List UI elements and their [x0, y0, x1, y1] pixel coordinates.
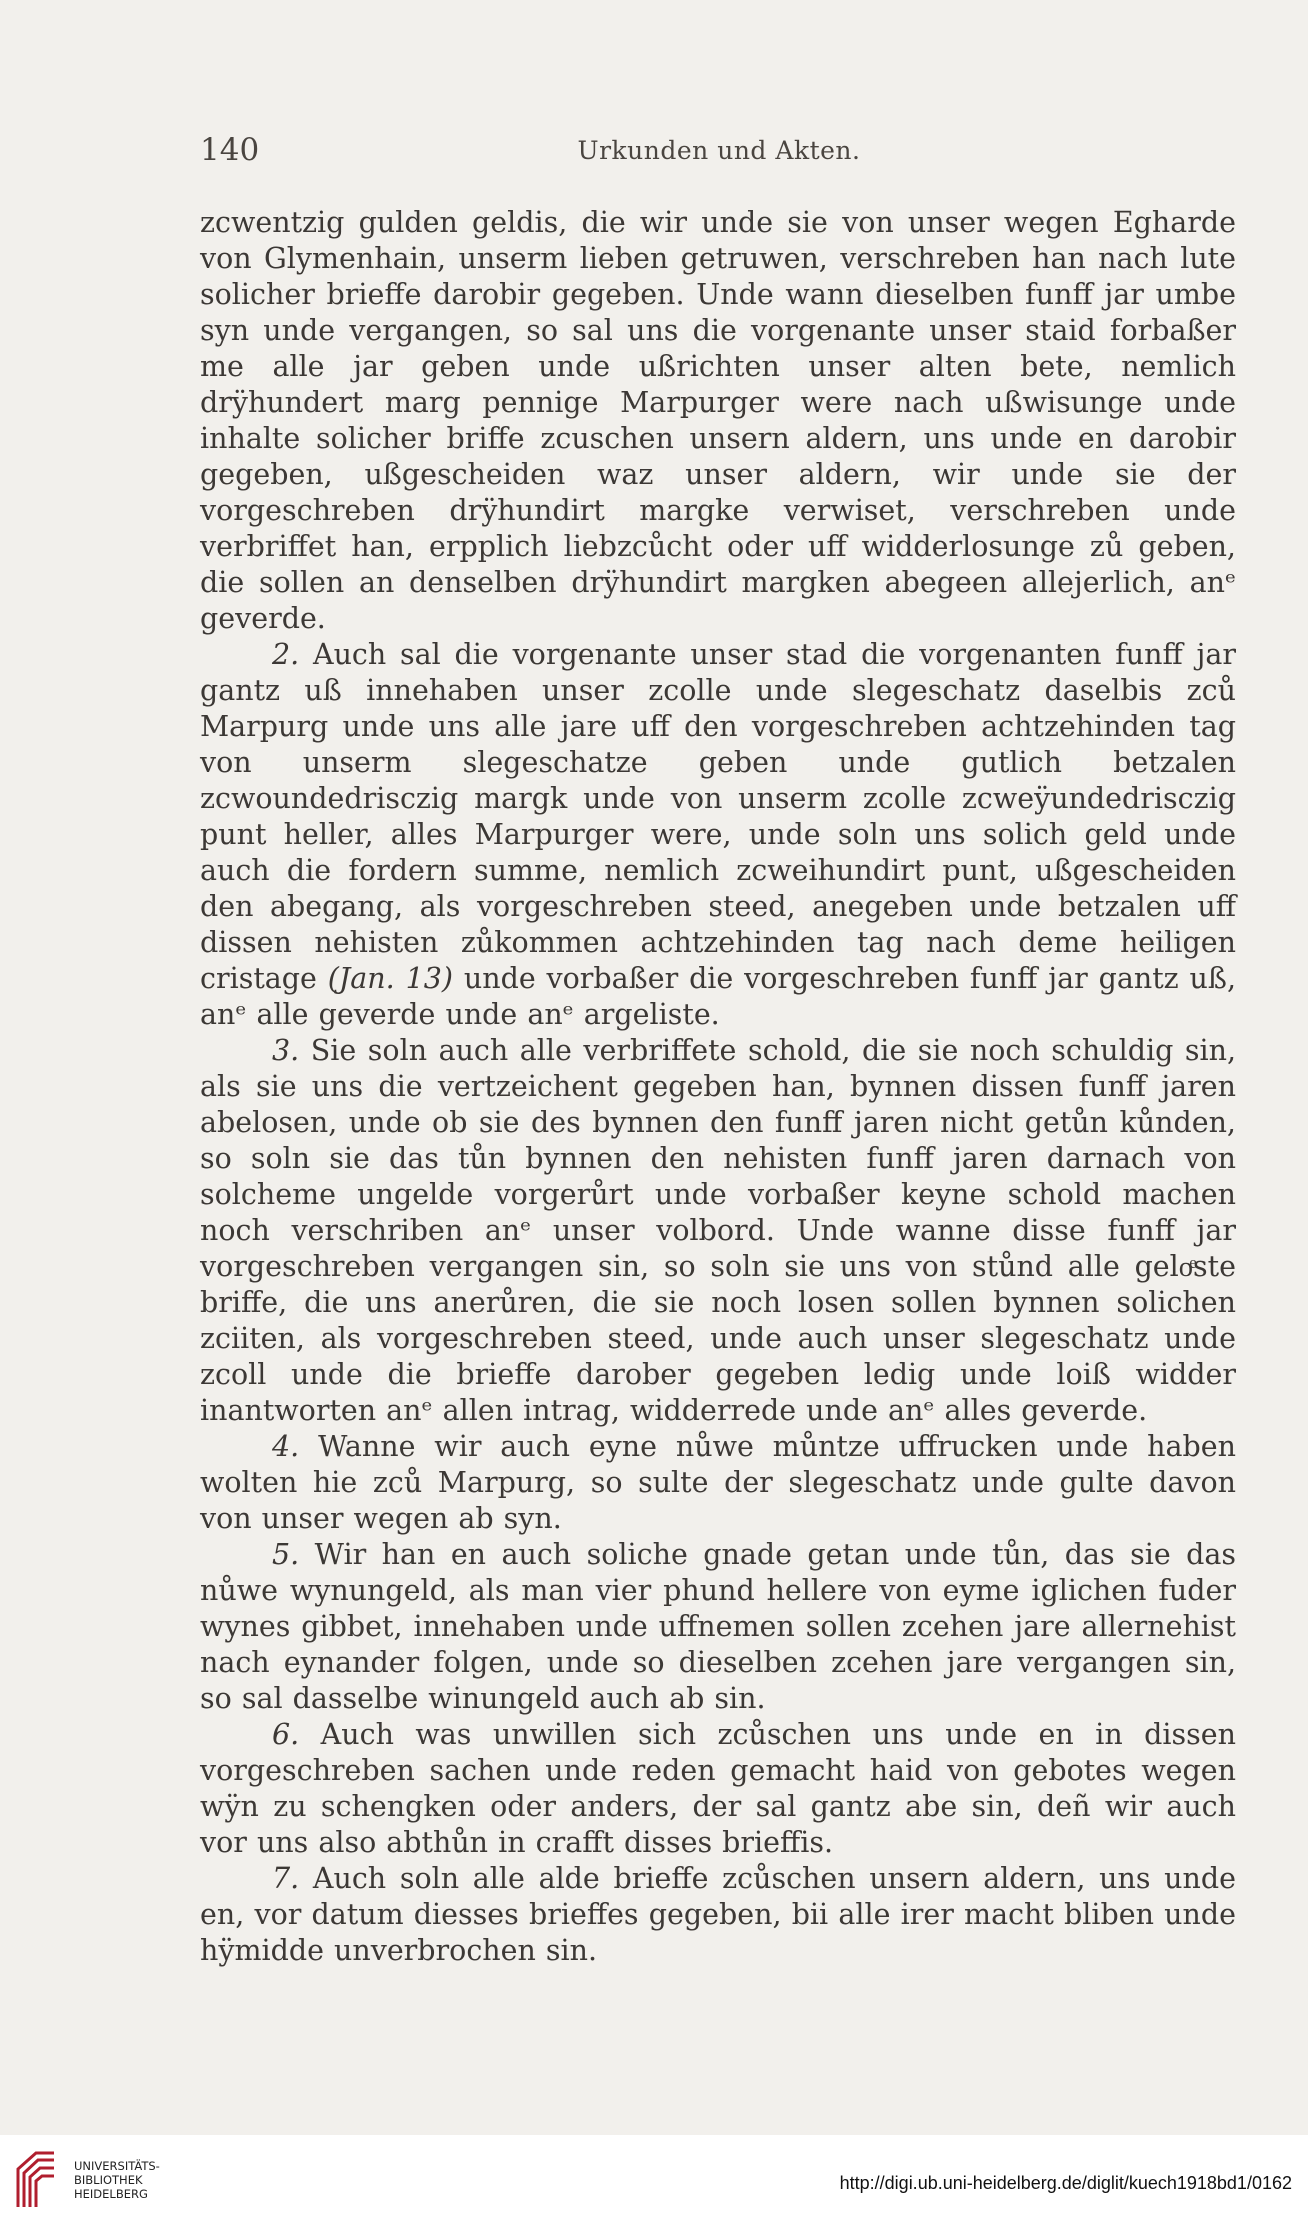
paragraph-1 — [200, 205, 1236, 637]
paragraph-number: 5. — [272, 1538, 300, 1571]
paragraph-number: 3. — [272, 1034, 300, 1067]
library-name-line: BIBLIOTHEK — [74, 2173, 143, 2187]
paragraph-4 — [200, 1429, 1236, 1537]
running-title: Urkunden und Akten. — [577, 136, 861, 165]
paragraph-3 — [200, 1033, 1236, 1429]
paragraph-6 — [200, 1717, 1236, 1861]
paragraph-number: 4. — [272, 1430, 300, 1463]
permalink-url[interactable]: http://digi.ub.uni-heidelberg.de/diglit/kuech1918bd1/0162 — [839, 2173, 1292, 2193]
paragraph-text: Auch was unwillen sich zcůschen uns unde en in dissen vorgeschreben sachen unde reden gemacht haid von gebotes wegen wÿn zu schengken oder anders, der sal gantz abe sin, deñ wir auch vor uns also abthůn in crafft disses brieffis. — [200, 1718, 1236, 1859]
viewer-footer — [0, 2135, 1308, 2225]
paragraph-2 — [200, 637, 1236, 1033]
paragraph-text: Sie soln auch alle verbriffete schold, die sie noch schuldig sin, als sie uns die vertzeichent gegeben han, bynnen dissen funff jaren abelosen, unde ob sie des bynnen den funff jaren nicht getůn kůnden, so soln sie das tůn bynnen den nehisten funff jaren darnach von solcheme ungelde vorgerůrt unde vorbaßer keyne schold machen noch verschriben anᵉ unser volbord. Unde wanne disse funff jar vorgeschreben vergangen sin, so soln sie uns von stůnd alle geloͤste briffe, die uns anerůren, die sie noch losen sollen bynnen solichen zciiten, als vorgeschreben steed, unde auch unser slegeschatz unde zcoll unde die brieffe darober gegeben ledig unde loiß widder inantworten anᵉ allen intrag, widderrede unde anᵉ alles geverde. — [200, 1034, 1237, 1427]
paragraph-number: 7. — [272, 1862, 300, 1895]
paragraph-number: 6. — [272, 1718, 300, 1751]
library-logo-icon — [14, 2147, 58, 2211]
library-name — [74, 2159, 160, 2201]
page-header — [200, 132, 1238, 172]
paragraph-text-tail: unde vorbaßer die vorgeschreben funff jar gantz uß, anᵉ alle geverde unde anᵉ argeliste. — [200, 962, 1237, 1031]
date-annotation: (Jan. 13) — [327, 962, 453, 995]
paragraph-text: Wanne wir auch eyne nůwe můntze uffrucken unde haben wolten hie zců Marpurg, so sulte der slegeschatz unde gulte davon von unser wegen ab syn. — [200, 1430, 1236, 1535]
paragraph-5 — [200, 1537, 1236, 1717]
library-name-line: HEIDELBERG — [74, 2187, 148, 2201]
body-text — [200, 205, 1236, 1969]
page-number: 140 — [200, 132, 260, 168]
library-name-line: UNIVERSITÄTS- — [74, 2159, 160, 2173]
paragraph-text: Wir han en auch soliche gnade getan unde tůn, das sie das nůwe wynungeld, als man vier phund hellere von eyme iglichen fuder wynes gibbet, innehaben unde uffnemen sollen zcehen jare allernehist nach eynander folgen, unde so dieselben zcehen jare vergangen sin, so sal dasselbe winungeld auch ab sin. — [200, 1538, 1237, 1715]
paragraph-number: 2. — [272, 638, 300, 671]
paragraph-text: zcwentzig gulden geldis, die wir unde sie von unser wegen Egharde von Glymenhain, unserm lieben getruwen, verschreben han nach lute solicher brieffe darobir gegeben. Unde wann dieselben funff jar umbe syn unde vergangen, so sal uns die vorgenante unser staid forbaßer me alle jar geben unde ußrichten unser alten bete, nemlich drÿhundert marg pennige Marpurger were nach ußwisunge unde inhalte solicher briffe zcuschen unsern aldern, uns unde en darobir gegeben, ußgescheiden waz unser aldern, wir unde sie der vorgeschreben drÿhundirt margke verwiset, verschreben unde verbriffet han, erpplich liebzcůcht oder uff widderlosunge zů geben, die sollen an denselben drÿhundirt margken abegeen allejerlich, anᵉ geverde. — [200, 206, 1236, 635]
paragraph-text: Auch sal die vorgenante unser stad die vorgenanten funff jar gantz uß innehaben unser zcolle unde slegeschatz daselbis zců Marpurg unde uns alle jare uff den vorgeschreben achtzehinden tag von unserm slegeschatze geben unde gutlich betzalen zcwoundedrisczig margk unde von unserm zcolle zcweÿundedrisczig punt heller, alles Marpurger were, unde soln uns solich geld unde auch die fordern summe, nemlich zcweihundirt punt, ußgescheiden den abegang, als vorgeschreben steed, anegeben unde betzalen uff dissen nehisten zůkommen achtzehinden tag nach deme heiligen cristage — [200, 638, 1237, 995]
paragraph-text: Auch soln alle alde brieffe zcůschen unsern aldern, uns unde en, vor datum diesses brieffes gegeben, bii alle irer macht bliben unde hÿmidde unverbrochen sin. — [200, 1862, 1237, 1967]
paragraph-7 — [200, 1861, 1236, 1969]
